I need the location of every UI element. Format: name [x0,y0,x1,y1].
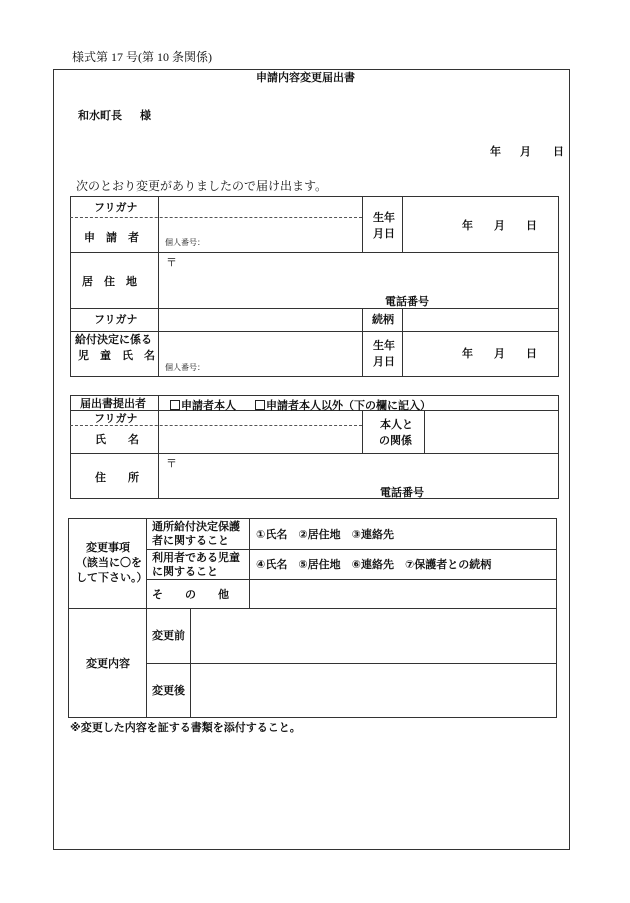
change-items-label-2: （該当に〇を [76,556,142,569]
submitter-furigana-label: フリガナ [94,412,138,425]
category-guardian-line2: 者に関すること [152,534,229,547]
relation-label: 続柄 [372,313,394,326]
checkbox-other[interactable] [255,400,265,410]
child-personal-number-label: 個人番号： [165,363,205,372]
submitter-address-label: 住 所 [95,471,139,484]
date-year: 年 [490,145,501,158]
intro-text: 次のとおり変更がありましたので届け出ます。 [76,179,328,193]
child-name-label-1: 給付決定に係る [75,333,152,346]
submitter-address-field[interactable] [159,454,558,498]
before-label: 変更前 [152,629,185,642]
category-child-line1: 利用者である児童 [152,551,240,564]
submitter-name-field[interactable] [159,426,361,452]
addressee-honorific: 様 [140,109,151,122]
child-birth-label-2: 月日 [373,355,395,368]
category-child-options[interactable]: ④氏名 ⑤居住地 ⑥連絡先 ⑦保護者との続柄 [256,558,492,571]
category-guardian-line1: 通所給付決定保護 [152,520,240,533]
submitter-phone-label: 電話番号 [380,486,424,499]
applicant-personal-number-label: 個人番号： [165,238,205,247]
category-other-label: そ の 他 [152,588,229,601]
after-field[interactable] [191,664,556,717]
applicant-furigana-label: フリガナ [94,201,138,214]
form-number: 様式第 17 号(第 10 条関係) [72,50,212,64]
submitter-option2-label: 申請者本人以外（下の欄に記入） [266,399,431,412]
applicant-birth-month: 月 [494,219,505,232]
category-child-line2: に関すること [152,565,218,578]
submitter-relation-field[interactable] [425,411,558,452]
applicant-birth-label-1: 生年 [373,211,395,224]
date-month: 月 [520,145,531,158]
submitter-option1-label: 申請者本人 [181,399,236,412]
submitter-relation-label-1: 本人と [380,418,413,431]
submitter-furigana-field[interactable] [159,411,361,424]
submitter-label: 届出書提出者 [80,397,146,410]
category-other-field[interactable] [250,580,556,607]
submitter-name-label: 氏 名 [95,433,139,446]
address-phone-label: 電話番号 [385,295,429,308]
attachment-note: ※変更した内容を証する書類を添付すること。 [70,721,301,734]
child-birth-year: 年 [462,347,473,360]
address-field[interactable] [159,253,558,307]
child-birth-month: 月 [494,347,505,360]
submitter-relation-label-2: の関係 [379,434,412,447]
child-birth-day: 日 [526,347,537,360]
child-birth-label-1: 生年 [373,339,395,352]
change-items-label-3: して下さい。） [76,571,148,584]
child-name-label-2: 児 童 氏 名 [78,349,155,362]
child-furigana-field[interactable] [159,309,361,330]
address-postal-mark: 〒 [166,256,177,269]
applicant-birth-day: 日 [526,219,537,232]
form-title: 申請内容変更届出書 [256,71,355,84]
before-field[interactable] [191,609,556,662]
addressee: 和水町長 [78,109,122,122]
date-day: 日 [553,145,564,158]
submitter-postal-mark: 〒 [166,457,177,470]
address-label: 居 住 地 [82,275,137,288]
applicant-birth-year: 年 [462,219,473,232]
applicant-birth-label-2: 月日 [373,227,395,240]
after-label: 変更後 [152,684,185,697]
change-content-label: 変更内容 [86,657,130,670]
change-items-label-1: 変更事項 [86,541,130,554]
category-guardian-options[interactable]: ①氏名 ②居住地 ③連絡先 [256,528,394,541]
relation-field[interactable] [403,309,558,330]
child-furigana-label: フリガナ [94,313,138,326]
checkbox-self[interactable] [170,400,180,410]
applicant-name-label: 申 請 者 [84,231,139,244]
applicant-furigana-field[interactable] [159,197,361,216]
